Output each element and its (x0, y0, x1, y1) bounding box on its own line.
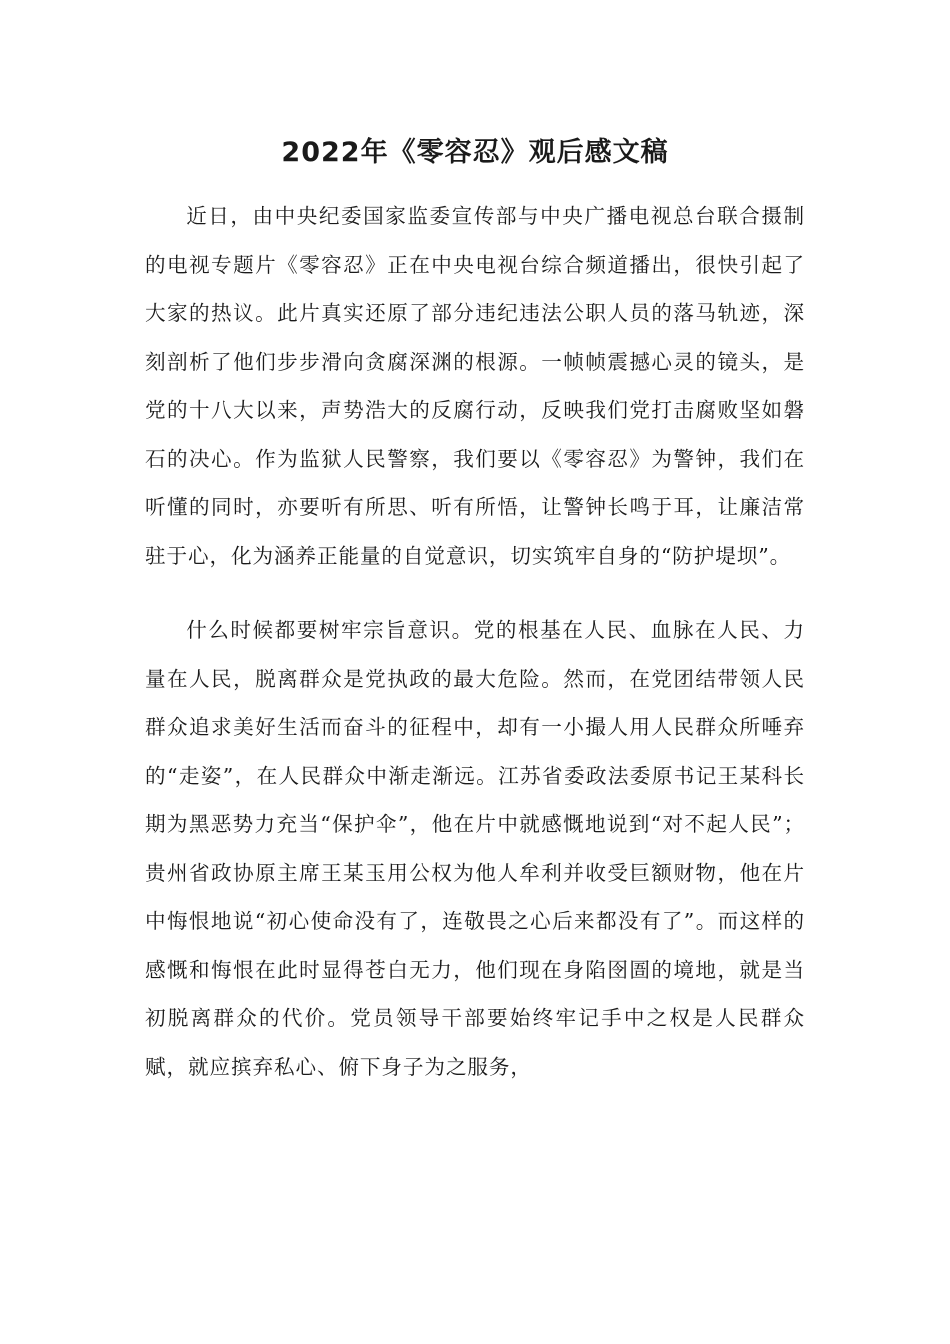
paragraph-2: 什么时候都要树牢宗旨意识。党的根基在人民、血脉在人民、力量在人民，脱离群众是党执政的最大危险。然而，在党团结带领人民群众追求美好生活而奋斗的征程中，却有一小撮人用人民群众所唾弃的“走姿”，在人民群众中渐走渐远。江苏省委政法委原书记王某科长期为黑恶势力充当“保护伞”，他在片中就感慨地说到“对不起人民”；贵州省政协原主席王某玉用公权为他人牟利并收受巨额财物，他在片中悔恨地说“初心使命没有了，连敬畏之心后来都没有了”。而这样的感慨和悔恨在此时显得苍白无力，他们现在身陷囹圄的境地，就是当初脱离群众的代价。党员领导干部要始终牢记手中之权是人民群众赋，就应摈弃私心、俯下身子为之服务， (145, 618, 805, 1079)
paragraph-1: 近日，由中央纪委国家监委宣传部与中央广播电视总台联合摄制的电视专题片《零容忍》正在中央电视台综合频道播出，很快引起了大家的热议。此片真实还原了部分违纪违法公职人员的落马轨迹，深刻剖析了他们步步滑向贪腐深渊的根源。一帧帧震撼心灵的镜头，是党的十八大以来，声势浩大的反腐行动，反映我们党打击腐败坚如磐石的决心。作为监狱人民警察，我们要以《零容忍》为警钟，我们在听懂的同时，亦要听有所思、听有所悟，让警钟长鸣于耳，让廉洁常驻于心，化为涵养正能量的自觉意识，切实筑牢自身的“防护堤坝”。 (145, 204, 805, 568)
document-body (145, 192, 805, 1091)
document-title: 2022年《零容忍》观后感文稿 (281, 137, 669, 168)
